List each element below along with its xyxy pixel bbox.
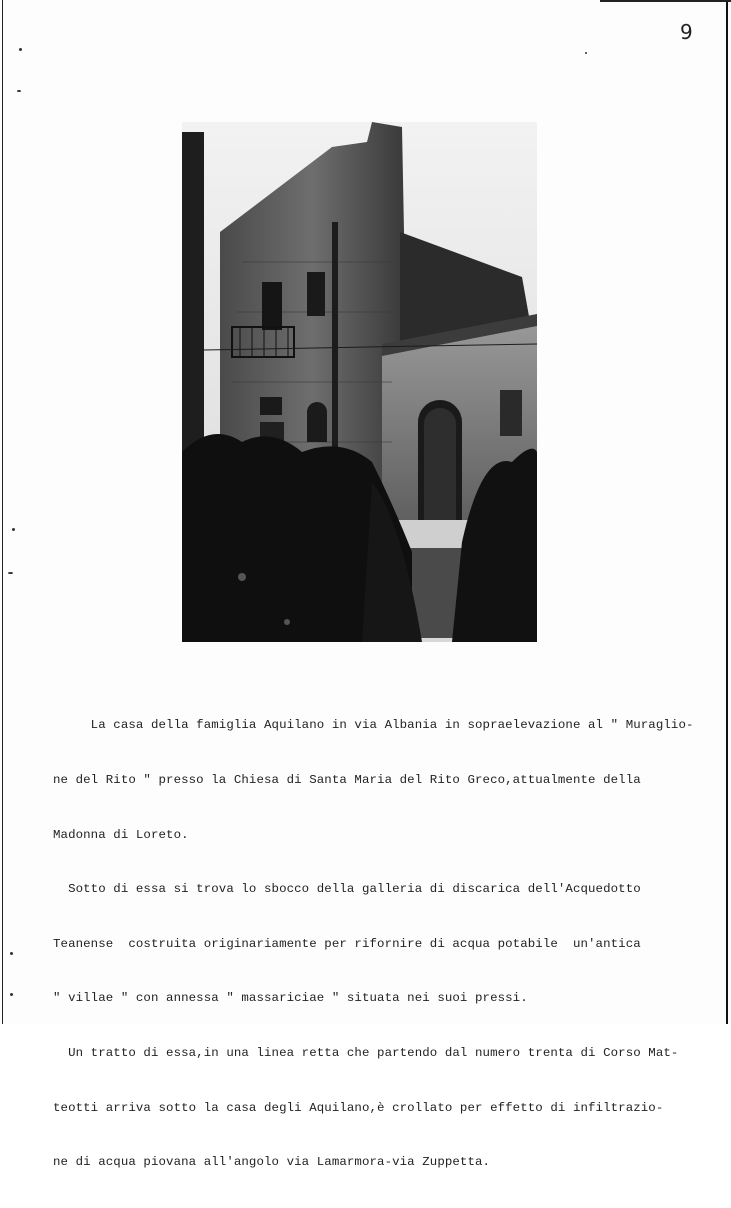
caption-line: " villae " con annessa " massariciae " situata nei suoi pressi. [53, 991, 528, 1006]
scan-speck [8, 572, 13, 574]
caption-line: ne di acqua piovana all'angolo via Lamarmora-via Zuppetta. [53, 1155, 491, 1170]
page-number: 9 [680, 20, 693, 44]
page-edge-top [600, 0, 731, 2]
page-edge-right [726, 0, 728, 1024]
house-photo [182, 122, 537, 642]
photo-caption [53, 680, 703, 1208]
caption-line: ne del Rito " presso la Chiesa di Santa Maria del Rito Greco,attualmente della [53, 773, 641, 787]
caption-line: Madonna di Loreto. [53, 827, 189, 842]
scan-speck [19, 48, 22, 51]
scan-speck [585, 52, 587, 54]
page-edge-left [2, 0, 3, 1024]
scan-speck [12, 528, 15, 531]
caption-line: Un tratto di essa,in una linea retta che partendo dal numero trenta di Corso Mat- [53, 1045, 679, 1060]
scan-speck [17, 90, 21, 92]
scan-speck [10, 952, 13, 955]
caption-line: Sotto di essa si trova lo sbocco della galleria di discarica dell'Acquedotto [53, 882, 641, 897]
scan-speck [10, 993, 13, 996]
caption-line: La casa della famiglia Aquilano in via Albania in sopraelevazione al " Muraglio- [53, 718, 694, 733]
caption-line: teotti arriva sotto la casa degli Aquilano,è crollato per effetto di infiltrazio- [53, 1100, 664, 1115]
caption-line: Teanense costruita originariamente per rifornire di acqua potabile un'antica [53, 936, 641, 951]
house-photo-drawing [182, 122, 537, 642]
